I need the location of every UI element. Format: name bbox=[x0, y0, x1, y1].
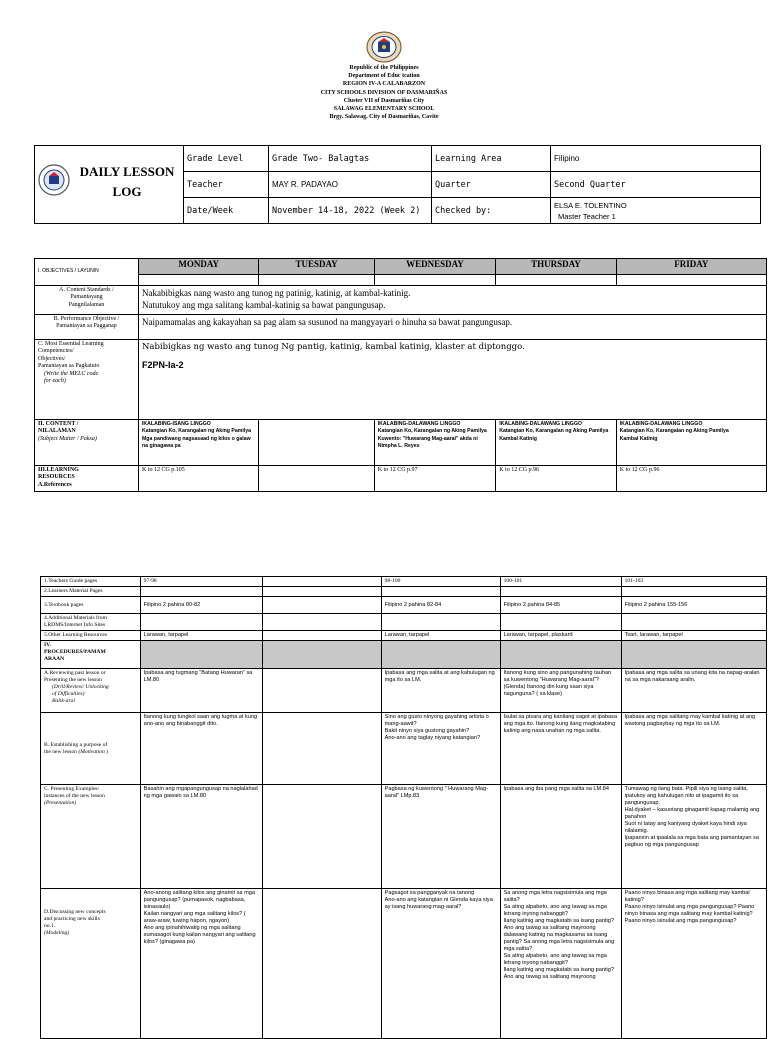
step-d-label: D.Discussing new concepts and practicing new skills no.1. bbox=[44, 909, 106, 929]
resource-cell bbox=[262, 577, 381, 587]
header-line: Cluster VII of Dasmariñas City bbox=[343, 97, 425, 104]
resource-cell bbox=[140, 614, 262, 631]
day-header-tuesday: TUESDAY bbox=[259, 259, 374, 275]
melc-value-cell bbox=[138, 340, 766, 420]
resource-cell bbox=[262, 631, 381, 641]
header-line: Brgy. Salawag, City of Dasmariñas, Cavite bbox=[329, 114, 439, 121]
dll-title-line2: LOG bbox=[112, 183, 142, 199]
reference-tuesday bbox=[259, 466, 374, 492]
reference-monday: K to 12 CG p.105 bbox=[138, 466, 258, 492]
resource-row-label: 4.Additional Materials from LRDMS/Internet Info Sites bbox=[41, 614, 141, 631]
resource-cell: 98-100 bbox=[381, 577, 500, 587]
procedures-shade bbox=[500, 641, 621, 669]
content-standard-line: Natutukoy ang mga salitang kambal-katinig sa bawat pangungusap. bbox=[141, 300, 386, 310]
resource-cell bbox=[262, 597, 381, 614]
step-d-friday: Paano ninyo binasa ang mga salitang may kambal katinig? Paano ninyo isinulat ang mga pangungusap? Paano ninyo binasa ang mga salitang may kambal katinig? Paano ninyo isinulat ang mga pangungusap? bbox=[621, 889, 766, 1039]
step-d-tuesday bbox=[262, 889, 381, 1039]
teacher-value: MAY R. PADAYAO bbox=[269, 172, 432, 198]
school-header bbox=[0, 64, 768, 121]
resource-cell bbox=[381, 587, 500, 597]
empty-cell bbox=[138, 275, 258, 286]
resource-cell: Larawan, tarpapel, plaskard bbox=[500, 631, 621, 641]
content-standards-value bbox=[138, 286, 766, 315]
step-d-thursday: Sa anong mga letra nagsisimula ang mga salita? Sa ating alpabeto, ano ang tawag sa mga letrang inyong nabanggit? Ilang katinig ang magkatabi sa isang pantig? Ano ang tawag sa salitang mayroong dalawang katinig na magkasama sa isang pantig? Sa anong mga letra nagsisimula ang mga salita? Sa ating alpabeto, ano ang tawag sa mga letrang inyong nabanggit? Ilang katinig ang magkatabi sa isang pantig? Ano ang tawag sa salitang mayroong bbox=[500, 889, 621, 1039]
resource-cell: 101-102 bbox=[621, 577, 766, 587]
content-standard-line: Nakabibigkas nang wasto ang tunog ng patinig, katinig, at kambal-katinig. bbox=[141, 288, 411, 298]
step-b-monday: Itanong kung tungkol saan ang tugma at kung ano-ano ang binabanggit dito. bbox=[140, 713, 262, 785]
resource-row-label: 3.Textbook pages bbox=[41, 597, 141, 614]
step-b-label: B. Establishing a purpose of the new lesson bbox=[44, 741, 108, 755]
resource-cell: 100-101 bbox=[500, 577, 621, 587]
resource-cell bbox=[140, 587, 262, 597]
procedures-shade bbox=[262, 641, 381, 669]
step-c-wednesday: Pagbasa ng kuwentong " Huwarang Mag-aaral" LMp.83 bbox=[381, 785, 500, 889]
content-standards-label: A. Content Standards / Pamantayang Pangnilalaman bbox=[35, 286, 139, 315]
procedures-shade bbox=[381, 641, 500, 669]
date-label: Date/Week bbox=[184, 198, 269, 224]
procedures-table bbox=[40, 576, 767, 1039]
resource-cell bbox=[621, 587, 766, 597]
step-c-friday: Tumawag ng ilang bata. Pipili siya ng isang salita, ipatukoy ang kahulugan nito at ipagamit ito sa pangungusap. Hal.dyaket – kasuotang ginagamit kapag malamig ang panahon Suot ni tatay ang kaniyang dyaket kaya hindi siya nilalamig. Ipapansin at ipaalala sa mga bata ang pamantayan sa pagbuo ng mga pangungusap bbox=[621, 785, 766, 889]
learning-area-label: Learning Area bbox=[432, 146, 551, 172]
melc-label-cell bbox=[35, 340, 139, 420]
melc-code: F2PN-Ia-2 bbox=[141, 360, 184, 370]
resource-cell bbox=[262, 587, 381, 597]
content-friday: IKALABING-DALAWANG LINGGO Katangian Ko, Karangalan ng Aking Pamilya Kambal Katinig bbox=[616, 420, 766, 466]
step-a-wednesday: Ipabasa ang mga salita at ang kahulugan ng mga ito sa LM. bbox=[381, 669, 500, 713]
empty-cell bbox=[496, 275, 616, 286]
step-c-thursday: Ipabasa ang iba pang mga salita sa LM.84 bbox=[500, 785, 621, 889]
content-monday: IKALABING-ISANG LINGGO Katangian Ko, Karangalan ng Aking Pamilya Mga pandiwang nagsasaad ng kilos o galaw na ginagawa pa bbox=[138, 420, 258, 466]
resource-cell: Larawan, tarpapel bbox=[381, 631, 500, 641]
empty-cell bbox=[259, 275, 374, 286]
quarter-label: Quarter bbox=[432, 172, 551, 198]
objectives-table bbox=[34, 258, 767, 492]
resource-cell bbox=[500, 614, 621, 631]
reference-friday: K to 12 CG p.96 bbox=[616, 466, 766, 492]
melc-note: (Write the MELC code for each) bbox=[44, 370, 99, 385]
quarter-value: Second Quarter bbox=[551, 172, 761, 198]
deped-logo-icon bbox=[38, 164, 70, 196]
grade-level-value: Grade Two- Balagtas bbox=[269, 146, 432, 172]
content-thursday: IKALABING-DALAWANG LINGGO Katangian Ko, Karangalan ng Aking Pamilya Kambal Katinig bbox=[496, 420, 616, 466]
objectives-label: I. OBJECTIVES / LAYUNIN bbox=[35, 259, 139, 286]
checker-name: ELSA E. TOLENTINO bbox=[554, 200, 627, 210]
teacher-label: Teacher bbox=[184, 172, 269, 198]
content-tuesday bbox=[259, 420, 374, 466]
lesson-info-table bbox=[34, 145, 761, 224]
resource-cell: Filipino 2 pahina 80-82 bbox=[140, 597, 262, 614]
date-value: November 14-18, 2022 (Week 2) bbox=[269, 198, 432, 224]
content-label: II. CONTENT / NILALAMAN bbox=[38, 421, 79, 435]
resource-row-label: 5.Other Learning Resources bbox=[41, 631, 141, 641]
resource-cell bbox=[262, 614, 381, 631]
resources-label: III.LEARNING RESOURCES A.References bbox=[35, 466, 139, 492]
day-header-friday: FRIDAY bbox=[616, 259, 766, 275]
reference-wednesday: K to 12 CG p.97 bbox=[374, 466, 495, 492]
resource-row-label: 1.Teachers Guide pages bbox=[41, 577, 141, 587]
header-line: Department of Educ tcation bbox=[348, 73, 420, 80]
resource-cell: Filipino 2 pahina 84-85 bbox=[500, 597, 621, 614]
step-c-note: (Presentation) bbox=[44, 800, 77, 806]
step-b-note: (Motivation ) bbox=[78, 748, 109, 755]
step-c-monday: Basahin ang mgapangungusap na naglalahad ng mga gawain sa LM.80 bbox=[140, 785, 262, 889]
day-header-wednesday: WEDNESDAY bbox=[374, 259, 495, 275]
performance-objective-label: B. Performance Objective / Pamantayan sa Pagganap bbox=[35, 315, 139, 340]
checker-title: Master Teacher 1 bbox=[558, 211, 616, 221]
step-a-tuesday bbox=[262, 669, 381, 713]
resource-cell bbox=[621, 614, 766, 631]
step-b-wednesday: Sino ang gusto ninyong gayahing artista o mang-aawit? Bakit ninyo siya gustong gayahin? Ano-ano ang taglay niyang katangian? bbox=[381, 713, 500, 785]
step-a-note: (Drill/Review/ Unlocking of Difficulties) Balik-aral bbox=[52, 684, 109, 704]
empty-cell bbox=[616, 275, 766, 286]
step-b-friday: Ipabasa ang mga salitang may kambal katinig at ang wastong pagbaybay ng mga ito sa LM. bbox=[621, 713, 766, 785]
resource-row-label: 2.Learners Material Pages bbox=[41, 587, 141, 597]
step-c-label: C. Presenting Examples/ instances of the new lesson bbox=[44, 786, 105, 799]
resource-cell: Tsart, larawan, tarpapel bbox=[621, 631, 766, 641]
performance-objective-value: Naipamamalas ang kakayahan sa pag alam sa susunod na mangyayari o hinuha sa bawat pangungusap. bbox=[138, 315, 766, 340]
empty-cell bbox=[374, 275, 495, 286]
step-a-thursday: Itanong kung sino ang pangunahing tauhan sa kuwentong "Huwarang Mag-aaral"? (Glenda) Itanong din kung saan siya nagunguna? ( sa klase) bbox=[500, 669, 621, 713]
step-a-monday: Ipabasa ang tugmang "Batang Huwaran" sa LM.80 bbox=[140, 669, 262, 713]
step-d-monday: Ano-anong salitang kilos ang ginamit sa mga pangungusap? (pumapasok, nagbabasa, isinasaulo) Kailan nangyari ang mga salitang kilos? ( araw-araw, tuwing hapon, ngayon) Ano ang ipinahihiwatig ng mga salitang sumasagot kung kailan nangyari ang salitang kilos? (ginagawa pa) bbox=[140, 889, 262, 1039]
procedures-label: IV. PROCEDURES/PAMAM ARAAN bbox=[41, 641, 141, 669]
step-d-label-cell bbox=[41, 889, 141, 1039]
step-b-tuesday bbox=[262, 713, 381, 785]
content-label-cell bbox=[35, 420, 139, 466]
learning-area-value: Filipino bbox=[551, 146, 761, 172]
step-c-label-cell bbox=[41, 785, 141, 889]
resource-cell bbox=[500, 587, 621, 597]
resource-cell: Filipino 2 pahina 82-84 bbox=[381, 597, 500, 614]
procedures-shade bbox=[621, 641, 766, 669]
checked-by-label: Checked by: bbox=[432, 198, 551, 224]
reference-thursday: K to 12 CG p.96 bbox=[496, 466, 616, 492]
melc-label: C. Most Essential Learning Competencies/ Objectives/ Pamantayan sa Pagkatuto bbox=[38, 341, 104, 370]
dll-title-cell bbox=[35, 146, 184, 224]
checked-by-cell bbox=[551, 198, 761, 224]
resource-cell: 97-98 bbox=[140, 577, 262, 587]
step-d-note: (Modeling) bbox=[44, 930, 70, 936]
resource-cell: Filipino 2 pahina 155-156 bbox=[621, 597, 766, 614]
procedures-shade bbox=[140, 641, 262, 669]
grade-level-label: Grade Level bbox=[184, 146, 269, 172]
content-wednesday: IKALABING-DALAWANG LINGGO Katangian Ko, Karangalan ng Aking Pamilya Kuwento: "Huwarang Mag-aaral" akda ni Nimpha L. Reyes bbox=[374, 420, 495, 466]
step-a-label: A.Reviewing past lesson or Presenting the new lesson bbox=[44, 670, 106, 683]
day-header-monday: MONDAY bbox=[138, 259, 258, 275]
header-line: CITY SCHOOLS DIVISION OF DASMARIÑAS bbox=[320, 89, 448, 96]
deped-seal-logo bbox=[364, 30, 404, 64]
day-header-thursday: THURSDAY bbox=[496, 259, 616, 275]
step-a-friday: Ipabasa ang mga salita sa unang kita na napag-aralan na sa mga nakaraang aralin. bbox=[621, 669, 766, 713]
step-c-tuesday bbox=[262, 785, 381, 889]
step-b-thursday: Isulat sa pisara ang kanilang sagot at ipabasa ang mga ito. Itanong kung ilang magkatabing katinig ang nasa unahan ng mga salita. bbox=[500, 713, 621, 785]
resource-cell bbox=[381, 614, 500, 631]
step-b-label-cell bbox=[41, 713, 141, 785]
resource-cell: Larawan, tarpapel bbox=[140, 631, 262, 641]
step-d-wednesday: Pagsagot sa pangganyak na tanong Ano-ano ang katangian ni Glenda kaya siya ay isang huwarang mag-aaral? bbox=[381, 889, 500, 1039]
header-line: Republic of the Philippines bbox=[349, 65, 419, 71]
melc-value: Nabibigkas ng wasto ang tunog Ng pantig, katinig, kambal katinig, klaster at diptonggo. bbox=[141, 342, 525, 352]
header-line: SALAWAG ELEMENTARY SCHOOL bbox=[333, 106, 435, 113]
content-note: (Subject Matter / Paksa) bbox=[38, 435, 97, 442]
dll-title-line1: DAILY LESSON bbox=[79, 163, 175, 179]
header-line: REGION IV-A CALABARZON bbox=[342, 81, 426, 88]
step-a-label-cell bbox=[41, 669, 141, 713]
